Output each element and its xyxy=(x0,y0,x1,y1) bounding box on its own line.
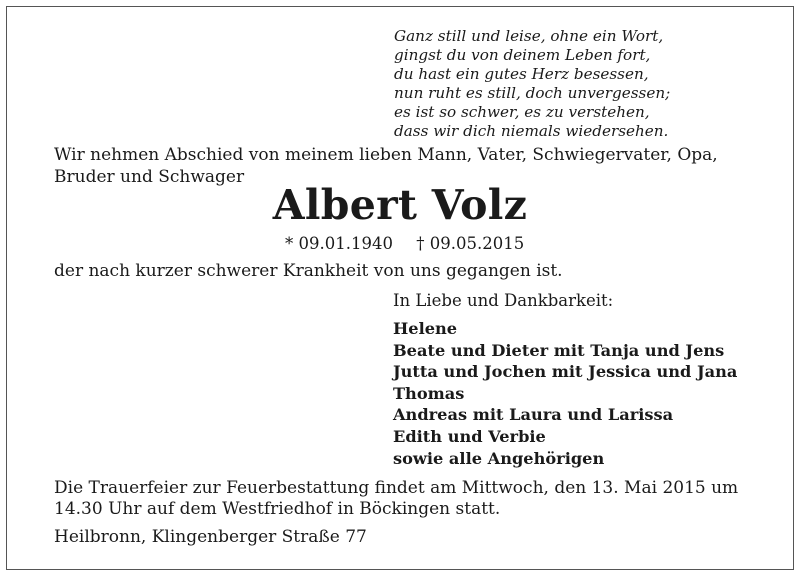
death-date: † 09.05.2015 xyxy=(416,234,525,253)
mourner: Helene xyxy=(393,319,458,338)
birth-date: * 09.01.1940 xyxy=(285,234,393,253)
mourner: Beate und Dieter mit Tanja und Jens xyxy=(393,340,725,360)
poem-line: dass wir dich niemals wiedersehen. xyxy=(394,122,669,141)
funeral-announcement: Die Trauerfeier zur Feuerbestattung findet am Mittwoch, den 13. Mai 2015 um 14.30 Uhr auf dem Westfriedhof in Böckingen statt. xyxy=(54,478,739,519)
poem-line: Ganz still und leise, ohne ein Wort, xyxy=(394,27,664,45)
poem-line: es ist so schwer, es zu verstehen, xyxy=(394,103,650,122)
mourner: Jutta und Jochen mit Jessica und Jana xyxy=(393,362,738,382)
mourner: Edith und Verbie xyxy=(393,426,546,446)
poem xyxy=(394,27,670,142)
farewell-intro: Wir nehmen Abschied von meinem lieben Mann, Vater, Schwiegervater, Opa, Bruder und Schwager xyxy=(54,145,718,187)
deceased-name: Albert Volz xyxy=(272,181,528,229)
address: Heilbronn, Klingenberger Straße 77 xyxy=(54,527,367,547)
mourner: sowie alle Angehörigen xyxy=(393,448,605,468)
mourner: Andreas mit Laura und Larissa xyxy=(393,405,674,425)
poem-line: gingst du von deinem Leben fort, xyxy=(394,46,651,65)
poem-line: nun ruht es still, doch unvergessen; xyxy=(394,84,671,103)
gratitude-line: In Liebe und Dankbarkeit: xyxy=(393,291,614,310)
mourner: Thomas xyxy=(393,383,465,403)
mourners-list xyxy=(393,318,737,469)
life-dates xyxy=(285,233,524,255)
passing-statement: der nach kurzer schwerer Krankheit von uns gegangen ist. xyxy=(54,261,563,281)
poem-line: du hast ein gutes Herz besessen, xyxy=(394,65,649,84)
